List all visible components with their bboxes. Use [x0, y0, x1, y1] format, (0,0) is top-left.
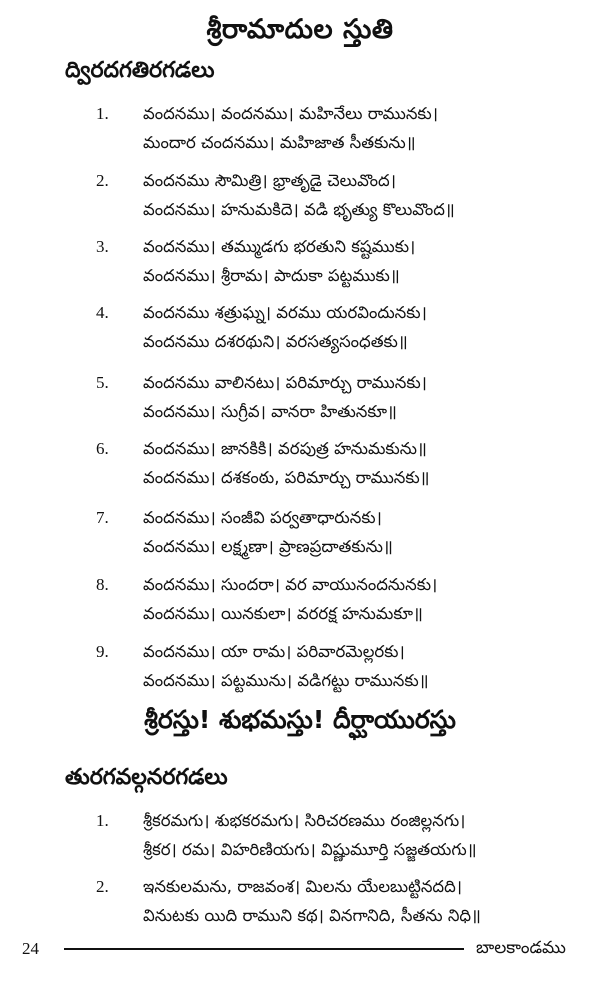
- verse-line: వందనము శత్రుఘ్న। వరము యరవిందునకు।: [143, 303, 427, 322]
- verse-line: వందనము। సుందరా। వర వాయునందనునకు।: [143, 575, 438, 594]
- section-heading-turagavalgana: తురగవల్గనరగడలు: [65, 765, 228, 790]
- verse-line: వందనము। లక్ష్మణా। ప్రాణప్రదాతకును॥: [143, 537, 393, 556]
- verse-number: 8.: [96, 575, 109, 594]
- verse-line: వినుటకు యిది రాముని కథ। వినగానిది, సీతను నిధి॥: [143, 906, 481, 925]
- verse-number: 2.: [96, 877, 109, 896]
- verse-line: శ్రీకరమగు। శుభకరమగు। సిరిచరణము రంజిల్లనగు।: [143, 811, 466, 830]
- verse-number: 1.: [96, 104, 109, 123]
- running-footer-title: బాలకాండము: [476, 938, 566, 958]
- verse-line: వందనము। జానకికి। వరపుత్ర హనుమకును॥: [143, 439, 427, 458]
- verse-number: 1.: [96, 811, 109, 830]
- verse-number: 6.: [96, 439, 109, 458]
- page-number: 24: [22, 939, 39, 958]
- section-heading-dviradagati: ద్విరదగతిరగడలు: [65, 58, 215, 83]
- verse-line: ఇనకులమను, రాజవంశ। మిలను యేలబుట్టినదది।: [143, 877, 462, 896]
- footer-divider: [64, 948, 464, 950]
- verse-line: వందనము। తమ్ముడగు భరతుని కష్టముకు।: [143, 237, 416, 256]
- verse-number: 9.: [96, 642, 109, 661]
- verse-number: 3.: [96, 237, 109, 256]
- verse-line: శ్రీకర। రమ। విహరిణియగు। విష్ణుమూర్తి సజ్జతయగు॥: [143, 840, 477, 859]
- verse-line: మందార చందనము। మహిజాత సీతకును॥: [143, 133, 416, 152]
- verse-line: వందనము సౌమిత్రి। భ్రాతృడై చెలువొంద।: [143, 171, 396, 190]
- verse-line: వందనము। శ్రీరామ। పాదుకా పట్టముకు॥: [143, 266, 400, 285]
- verse-line: వందనము। హనుమకిదె। వడి భృత్యు కొలువొంద॥: [143, 200, 455, 219]
- verse-line: వందనము దశరథుని। వరసత్యసంధతకు॥: [143, 332, 408, 351]
- verse-line: వందనము। సుగ్రీవ। వానరా హితునకూ॥: [143, 402, 397, 421]
- verse-number: 4.: [96, 303, 109, 322]
- verse-line: వందనము। సంజీవి పర్వతాధారునకు।: [143, 508, 382, 527]
- verse-line: వందనము। యినకులా। వరరక్ష హనుమకూ॥: [143, 604, 423, 623]
- verse-line: వందనము। వందనము। మహినేలు రామునకు।: [143, 104, 438, 123]
- verse-number: 7.: [96, 508, 109, 527]
- blessing-heading: శ్రీరస్తు! శుభమస్తు! దీర్ఘాయురస్తు: [144, 705, 456, 734]
- verse-number: 5.: [96, 373, 109, 392]
- verse-line: వందనము। దశకంఠు, పరిమార్చు రామునకు॥: [143, 468, 430, 487]
- verse-line: వందనము। పట్టమును। వడిగట్టు రామునకు॥: [143, 671, 429, 690]
- verse-line: వందనము। యా రామ। పరివారమెల్లరకు।: [143, 642, 405, 661]
- verse-number: 2.: [96, 171, 109, 190]
- page-title: శ్రీరామాదుల స్తుతి: [206, 14, 394, 45]
- verse-line: వందనము వాలినటు। పరిమార్చు రామునకు।: [143, 373, 427, 392]
